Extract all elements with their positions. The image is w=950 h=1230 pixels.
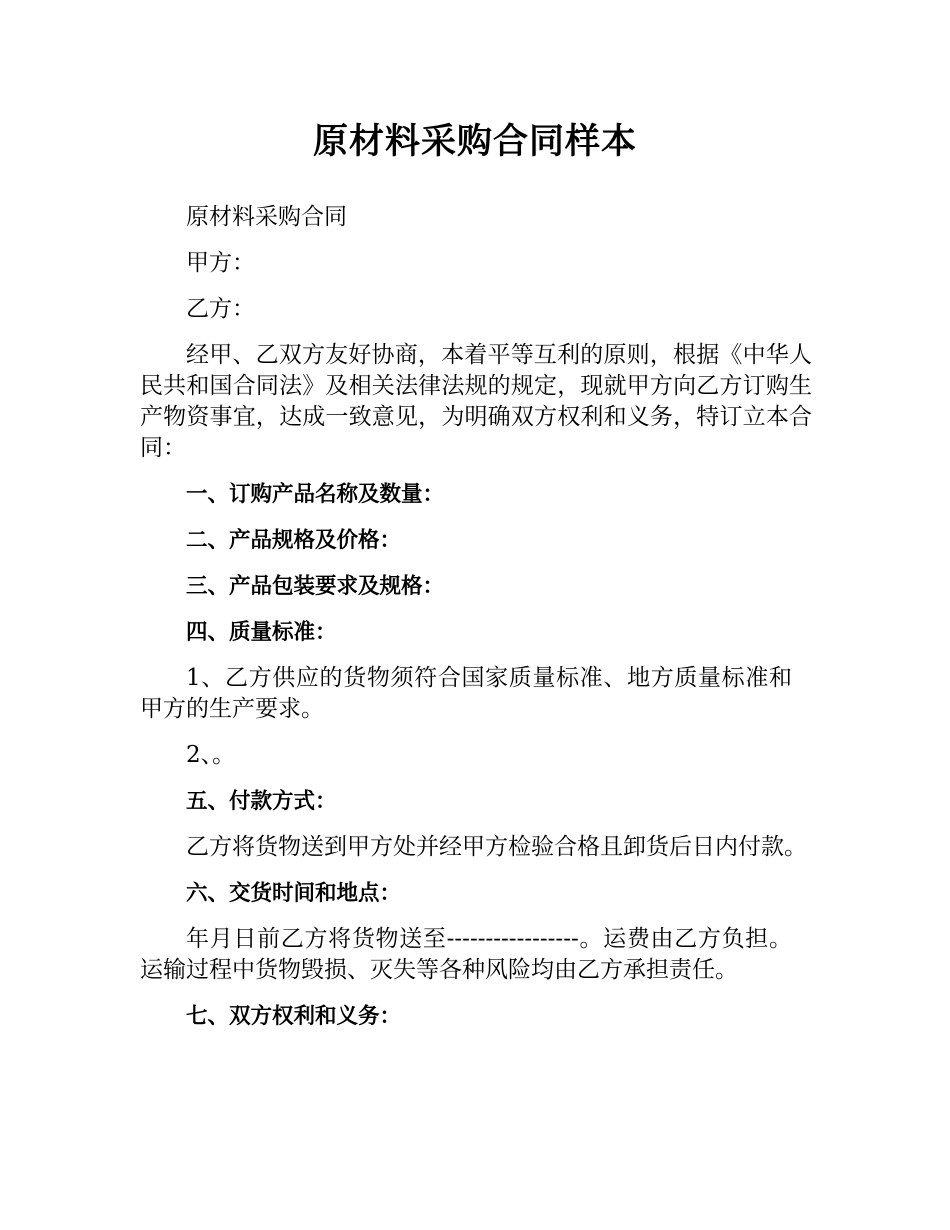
section-heading-1: 一、订购产品名称及数量： (186, 482, 445, 507)
section-heading-3: 三、产品包装要求及规格： (186, 574, 445, 599)
section-heading-7: 七、双方权利和义务： (186, 1004, 402, 1029)
document-title: 原材料采购合同样本 (312, 122, 637, 162)
section-heading-5: 五、付款方式： (186, 789, 337, 814)
clause-4-2: 2、。 (186, 742, 236, 768)
contract-name: 原材料采购合同 (186, 204, 347, 230)
clause-5: 乙方将货物送到甲方处并经甲方检验合格且卸货后日内付款。 (186, 834, 807, 860)
section-heading-2: 二、产品规格及价格： (186, 528, 402, 553)
section-heading-6: 六、交货时间和地点： (186, 881, 402, 906)
preamble-paragraph: 经甲、乙双方友好协商，本着平等互利的原则，根据《中华人民共和国合同法》及相关法律法规的规定，现就甲方向乙方订购生产物资事宜，达成一致意见，为明确双方权利和义务，特订立本合同： (140, 342, 812, 461)
section-heading-4: 四、质量标准： (186, 620, 337, 645)
clause-6: 年月日前乙方将货物送至-----------------。运费由乙方负担。运输过程中货物毁损、灭失等各种风险均由乙方承担责任。 (140, 926, 792, 983)
document-body (140, 202, 812, 1047)
party-b-label: 乙方： (186, 296, 255, 322)
clause-4-1: 1、乙方供应的货物须符合国家质量标准、地方质量标准和甲方的生产要求。 (140, 665, 792, 722)
party-a-label: 甲方： (186, 250, 255, 276)
